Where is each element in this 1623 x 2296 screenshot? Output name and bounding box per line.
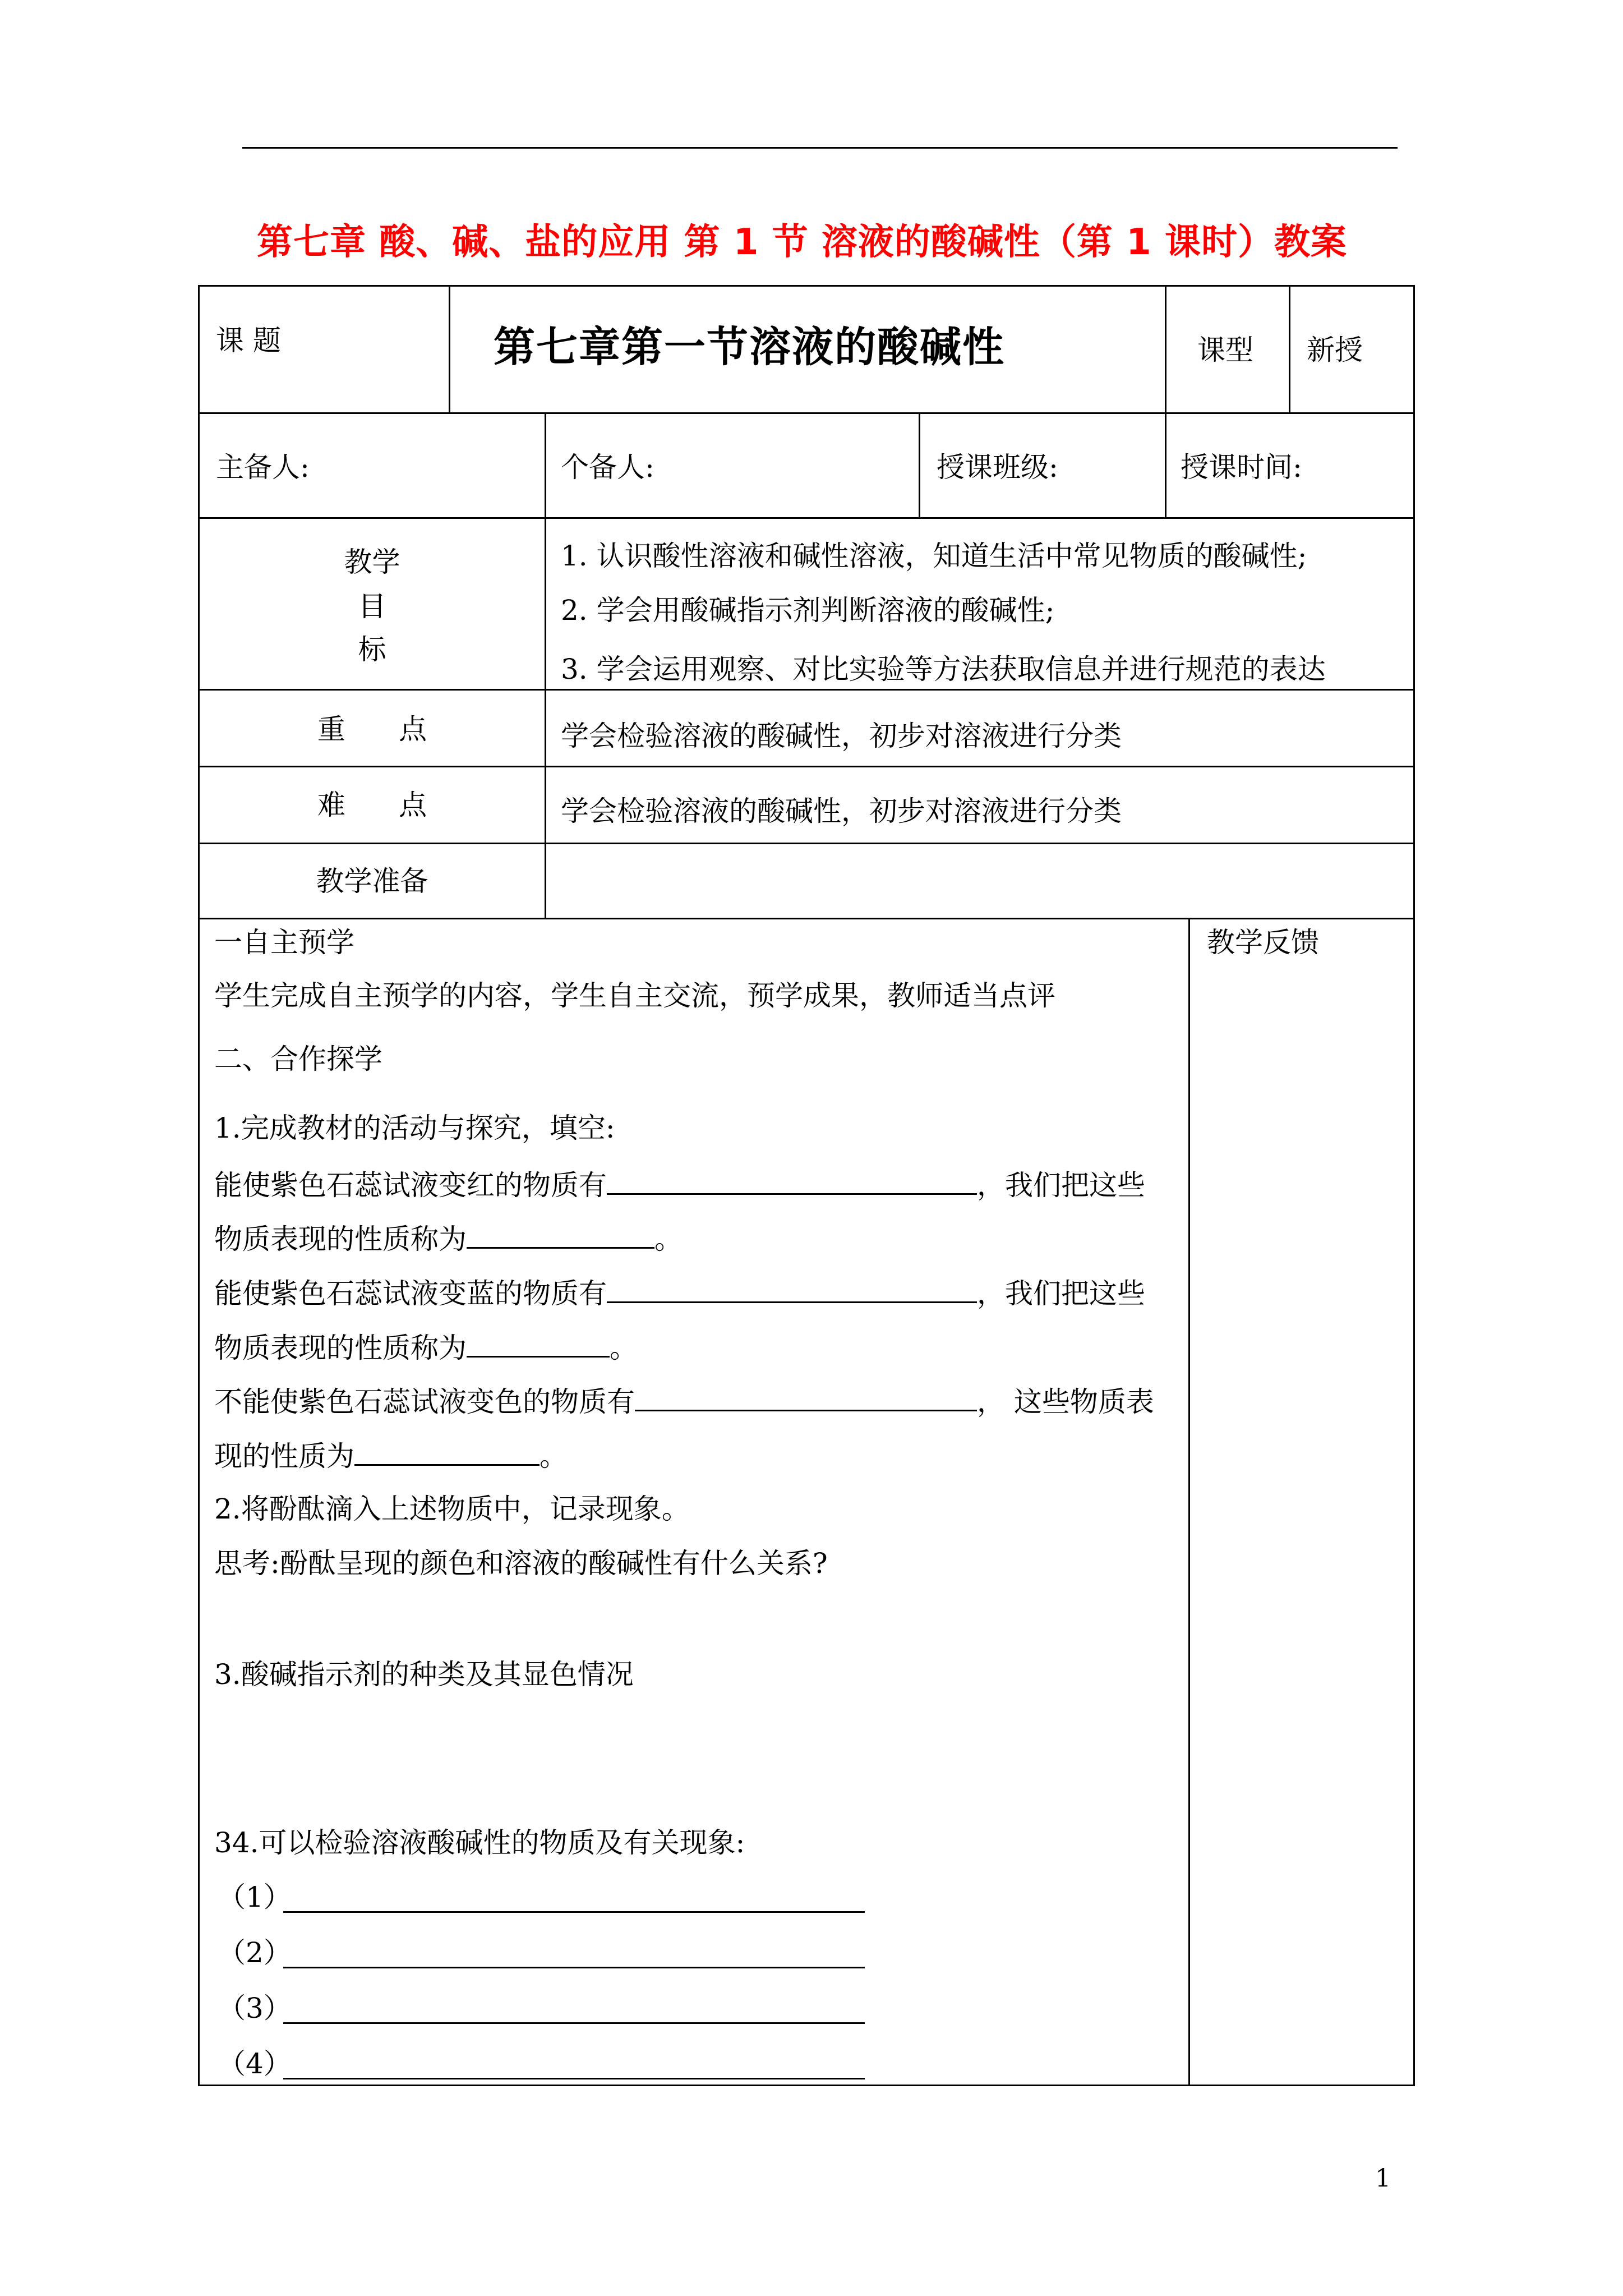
- row-divider: [198, 517, 1415, 519]
- question-text: 。: [654, 1223, 683, 1255]
- key-point-value: 学会检验溶液的酸碱性，初步对溶液进行分类: [561, 720, 1122, 752]
- question-text: 不能使紫色石蕊试液变色的物质有: [214, 1386, 635, 1418]
- goal-item: 3. 学会运用观察、对比实验等方法获取信息并进行规范的表达: [561, 653, 1326, 685]
- preparation-label: 教学准备: [316, 865, 428, 898]
- question-text: 能使紫色石蕊试液变蓝的物质有: [214, 1277, 607, 1310]
- section-self-study-title: 一自主预学: [214, 926, 354, 959]
- lesson-type-value: 新授: [1307, 334, 1363, 366]
- question-text: ， 这些物质表: [977, 1386, 1154, 1418]
- fill-blank[interactable]: [607, 1273, 977, 1303]
- section-self-study-text: 学生完成自主预学的内容，学生自主交流，预学成果，教师适当点评: [214, 979, 1055, 1012]
- goals-label-line2: 目: [358, 590, 386, 623]
- fill-blank[interactable]: [635, 1382, 977, 1411]
- difficulty-label: 难 点: [317, 789, 427, 821]
- lead-preparer-label: 主备人:: [216, 451, 310, 484]
- class-label: 授课班级:: [937, 451, 1058, 484]
- col-divider: [545, 412, 546, 519]
- fill-blank[interactable]: [607, 1165, 977, 1195]
- question-turns-red-cont: [214, 1219, 683, 1256]
- time-label: 授课时间:: [1181, 451, 1302, 484]
- question-text: ，我们把这些: [977, 1169, 1145, 1202]
- table-border-bottom: [198, 2085, 1415, 2086]
- col-divider: [1188, 918, 1190, 2086]
- question-turns-red: [214, 1165, 1145, 1202]
- col-divider: [1165, 412, 1166, 519]
- row-divider: [198, 766, 1415, 767]
- question-text: 能使紫色石蕊试液变红的物质有: [214, 1169, 607, 1202]
- answer-line[interactable]: [283, 1967, 865, 1968]
- question-no-change-cont: [214, 1436, 568, 1473]
- fill-blank[interactable]: [467, 1328, 610, 1358]
- goal-item: 1. 认识酸性溶液和碱性溶液，知道生活中常见物质的酸碱性;: [561, 540, 1307, 572]
- section-cooperative-title: 二、合作探学: [214, 1043, 382, 1075]
- question-text: 物质表现的性质称为: [214, 1332, 467, 1364]
- goals-label-line1: 教学: [344, 546, 400, 578]
- answer-line[interactable]: [283, 1911, 865, 1913]
- question-turns-blue-cont: [214, 1328, 638, 1365]
- col-divider: [1165, 285, 1166, 414]
- fill-blank[interactable]: [467, 1219, 654, 1249]
- fill-blank[interactable]: [354, 1436, 540, 1466]
- activity-item-3: 3.酸碱指示剂的种类及其显色情况: [214, 1658, 634, 1691]
- page-number: 1: [1375, 2164, 1391, 2193]
- document-title: 第七章 酸、碱、盐的应用 第 1 节 溶液的酸碱性（第 1 课时）教案: [256, 222, 1348, 263]
- row-divider: [198, 412, 1415, 414]
- activity-item-1: 1.完成教材的活动与探究，填空:: [214, 1112, 615, 1144]
- table-border-top: [198, 285, 1415, 287]
- row-divider: [198, 843, 1415, 844]
- difficulty-value: 学会检验溶液的酸碱性，初步对溶液进行分类: [561, 795, 1122, 827]
- col-divider: [919, 412, 920, 519]
- col-divider: [449, 285, 450, 414]
- question-no-change: [214, 1382, 1154, 1419]
- feedback-label: 教学反馈: [1207, 926, 1319, 959]
- think-question: 思考:酚酞呈现的颜色和溶液的酸碱性有什么关系?: [214, 1547, 828, 1580]
- question-text: 物质表现的性质称为: [214, 1223, 467, 1255]
- activity-item-4: 34.可以检验溶液酸碱性的物质及有关现象:: [214, 1826, 745, 1859]
- answer-line[interactable]: [283, 2078, 865, 2079]
- answer-label: （2）: [218, 1936, 292, 1969]
- answer-label: （4）: [218, 2047, 292, 2080]
- answer-label: （1）: [218, 1881, 292, 1913]
- lesson-type-label: 课型: [1197, 334, 1253, 366]
- header-rule: [242, 147, 1398, 149]
- activity-item-2: 2.将酚酞滴入上述物质中，记录现象。: [214, 1493, 690, 1525]
- col-divider: [1289, 285, 1290, 414]
- question-text: ，我们把这些: [977, 1277, 1145, 1310]
- individual-preparer-label: 个备人:: [561, 451, 654, 484]
- table-border-right: [1413, 285, 1415, 2086]
- col-divider: [545, 517, 546, 919]
- row-divider: [198, 689, 1415, 691]
- key-point-label: 重 点: [317, 713, 427, 746]
- row-divider: [198, 918, 1415, 919]
- question-turns-blue: [214, 1273, 1145, 1310]
- goals-label-line3: 标: [358, 633, 386, 666]
- question-text: 。: [540, 1440, 568, 1473]
- question-text: 现的性质为: [214, 1440, 354, 1473]
- lesson-title: 第七章第一节溶液的酸碱性: [494, 323, 1005, 371]
- question-text: 。: [610, 1332, 638, 1364]
- answer-line[interactable]: [283, 2022, 865, 2024]
- goal-item: 2. 学会用酸碱指示剂判断溶液的酸碱性;: [561, 594, 1055, 627]
- topic-label: 课 题: [216, 324, 281, 357]
- answer-label: （3）: [218, 1992, 292, 2024]
